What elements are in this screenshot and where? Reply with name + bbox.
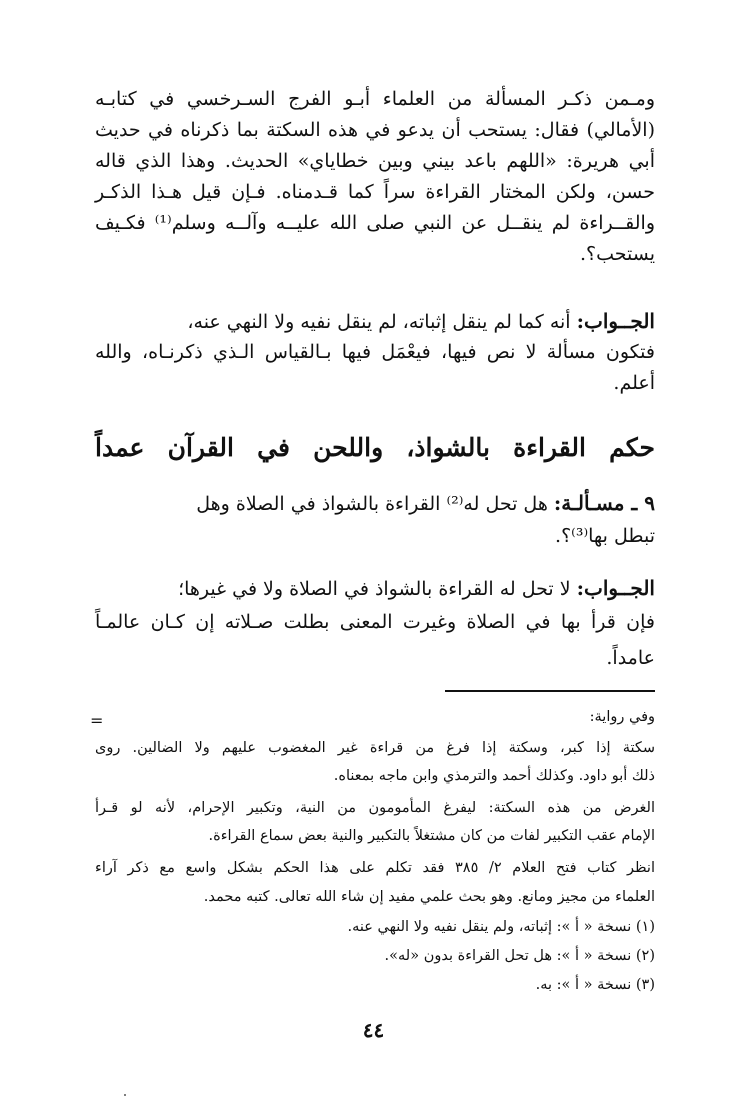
body-line: عامداً.: [606, 647, 655, 669]
body-line: والقــراءة لم ينقــل عن النبي صلى الله عليــه وآلــه وسلم⁽¹⁾ فكـيف: [95, 212, 656, 234]
footnote-line: ذلك أبو داود. وكذلك أحمد والترمذي وابن ماجه بمعناه.: [333, 768, 655, 784]
body-line: أبي هريرة: «اللهم باعد بيني وبين خطاياي» الحديث. وهذا الذي قاله: [95, 150, 655, 172]
body-line: فتكون مسألة لا نص فيها، فيعْمَل فيها بـالقياس الـذي ذكرنـاه، والله: [95, 341, 655, 363]
footnote-line: العلماء من مجيز ومانع. وهو بحث علمي مفيد إن شاء الله تعالى. كتبه محمد.: [203, 889, 655, 905]
footnote-separator: [445, 690, 655, 692]
footnote-line: الغرض من هذه السكتة: ليفرغ المأمومون من النية، وتكبير الإحرام، لأنه لو قـرأ: [95, 800, 655, 816]
footnote-note-3: (٣) نسخة « أ »: به.: [535, 977, 655, 993]
section-heading: حكم القراءة بالشواذ، واللحن في القرآن عمداً: [95, 433, 655, 462]
answer-line: [95, 573, 655, 604]
answer-label: الجــواب:: [576, 576, 655, 600]
question-line: [95, 488, 655, 519]
question-label: ٩ ـ مسـألـة:: [553, 491, 655, 515]
body-line: يستحب؟.: [579, 243, 655, 265]
body-line: تبطل بها⁽³⁾؟.: [555, 525, 655, 547]
continuation-mark: =: [90, 711, 104, 730]
answer-line: [95, 306, 655, 337]
footnote-note-2: (٢) نسخة « أ »: هل تحل القراءة بدون «له».: [384, 948, 655, 964]
answer-label: الجــواب:: [576, 309, 655, 333]
footnote-line: انظر كتاب فتح العلام ٢/ ٣٨٥ فقد تكلم على هذا الحكم بشكل واسع مع ذكر آراء: [95, 860, 655, 876]
body-line: فإن قرأ بها في الصلاة وغيرت المعنى بطلت صـلاته إن كـان عالمـاً: [95, 611, 655, 633]
body-line: حسن، ولكن المختار القراءة سراً كما قـدمناه. فـإن قيل هـذا الذكـر: [95, 181, 655, 203]
answer-text: أنه كما لم ينقل إثباته، لم ينقل نفيه ولا النهي عنه،: [187, 311, 577, 333]
question-text: هل تحل له⁽²⁾ القراءة بالشواذ في الصلاة وهل: [196, 493, 554, 515]
page-number: ٤٤: [362, 1018, 385, 1042]
body-line: أعلم.: [613, 372, 655, 394]
footnote-line: سكتة إذا كبر، وسكتة إذا فرغ من قراءة غير المغضوب عليهم ولا الضالين. روى: [95, 740, 655, 756]
footnote-line: وفي رواية:: [589, 709, 655, 725]
answer-text: لا تحل له القراءة بالشواذ في الصلاة ولا في غيرها؛: [178, 578, 577, 600]
scan-speck: [124, 1094, 126, 1096]
body-line: (الأمالي) فقال: يستحب أن يدعو في هذه السكتة بما ذكرناه في حديث: [95, 119, 655, 141]
footnote-line: الإمام عقب التكبير لفات من كان مشتغلاً بالتكبير والنية بعض سماع القراءة.: [208, 828, 655, 844]
body-line: ومـمن ذكـر المسألة من العلماء أبـو الفرج السـرخسي في كتابـه: [95, 88, 655, 110]
footnote-note-1: (١) نسخة « أ »: إثباته، ولم ينقل نفيه ولا النهي عنه.: [347, 919, 655, 935]
